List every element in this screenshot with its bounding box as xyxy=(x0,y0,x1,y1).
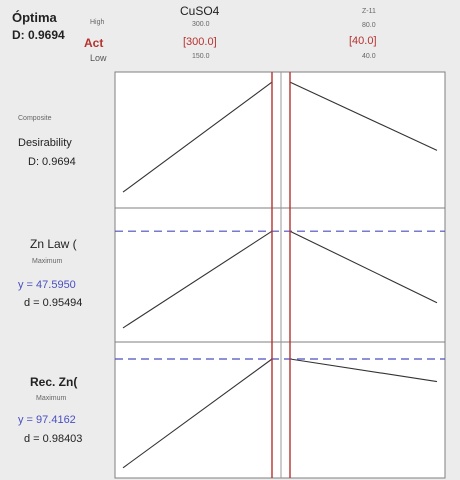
composite-title: Composite xyxy=(18,115,52,122)
panel-2 xyxy=(115,342,445,478)
znlaw-title: Zn Law ( xyxy=(30,237,77,251)
factor-z11-high: 80.0 xyxy=(362,22,376,29)
reczn-title: Rec. Zn( xyxy=(30,375,78,389)
factor-z11-name: Z-11 xyxy=(362,8,376,15)
high-label: High xyxy=(90,19,105,26)
low-label: Low xyxy=(90,53,107,63)
panel-0 xyxy=(115,72,445,208)
act-label: Act xyxy=(84,36,104,50)
factor-cuso4-high: 300.0 xyxy=(192,21,210,28)
factor-cuso4-current[interactable]: [300.0] xyxy=(183,36,217,48)
factor-z11-low: 40.0 xyxy=(362,53,376,60)
znlaw-d-value: d = 0.95494 xyxy=(24,297,83,309)
overall-d-value: D: 0.9694 xyxy=(12,28,65,42)
optima-label: Óptima xyxy=(12,10,57,25)
reczn-d-value: d = 0.98403 xyxy=(24,433,83,445)
panel-1 xyxy=(115,208,445,342)
znlaw-goal: Maximum xyxy=(32,258,63,265)
composite-subtitle: Desirability xyxy=(18,137,72,149)
reczn-goal: Maximum xyxy=(36,395,67,402)
composite-d-value: D: 0.9694 xyxy=(28,156,76,168)
factor-cuso4-low: 150.0 xyxy=(192,53,210,60)
factor-cuso4-name: CuSO4 xyxy=(180,4,220,18)
reczn-y-value: y = 97.4162 xyxy=(18,414,76,426)
factor-z11-current[interactable]: [40.0] xyxy=(349,35,377,47)
znlaw-y-value: y = 47.5950 xyxy=(18,279,76,291)
